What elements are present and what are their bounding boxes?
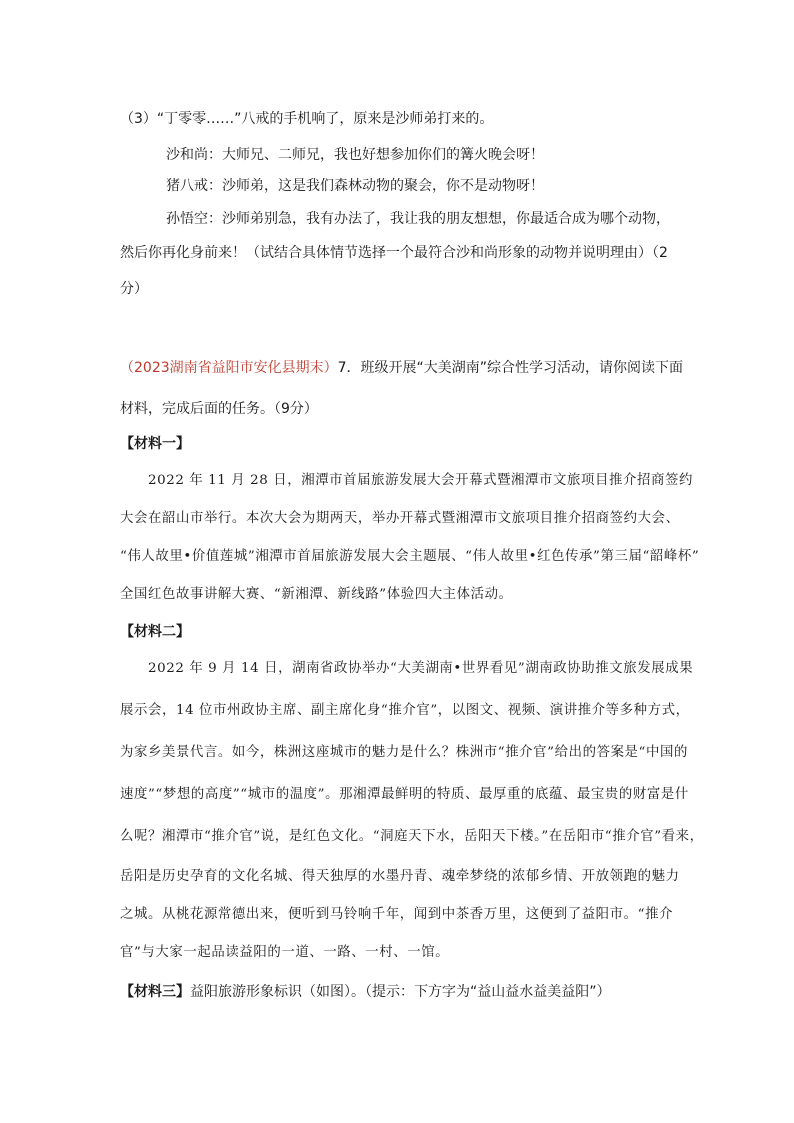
material3-line: [120, 982, 611, 1002]
material1-line: 2022 年 11 月 28 日，湘潭市首届旅游发展大会开幕式暨湘潭市文旅项目推介招商签约: [148, 473, 693, 488]
q7-stem-line-1: [120, 358, 683, 378]
material2-line: 展示会，14 位市州政协主席、副主席化身“推介官”，以图文、视频、演讲推介等多种方式，: [120, 703, 690, 718]
material1-line: “伟人故里•价值莲城”湘潭市首届旅游发展大会主题展、“伟人故里•红色传承”第三届“韶峰杯”: [120, 549, 700, 564]
material1-line: 全国红色故事讲解大赛、“新湘潭、新线路”体验四大主体活动。: [120, 587, 513, 602]
q3-intro: （3）“丁零零……”八戒的手机响了，原来是沙师弟打来的。: [120, 111, 494, 127]
q7-stem-line-2: 材料，完成后面的任务。（9分）: [120, 401, 318, 417]
q3-line-sun-a: 孙悟空：沙师弟别急，我有办法了，我让我的朋友想想，你最适合成为哪个动物，: [166, 211, 670, 227]
q3-line-sun-c: 分）: [120, 281, 148, 297]
material2-line: 官”与大家一起品读益阳的一道、一路、一村、一馆。: [120, 945, 450, 960]
material2-line: 速度”“梦想的高度”“城市的温度”。那湘潭最鲜明的特质、最厚重的底蕴、最宝贵的财富是什: [120, 787, 689, 802]
material2-line: 之城。从桃花源常德出来，便听到马铃响千年，闻到中茶香万里，这便到了益阳市。“推介: [120, 907, 674, 922]
material2-line: 为家乡美景代言。如今，株洲这座城市的魅力是什么？株洲市“推介官”给出的答案是“中国的: [120, 745, 688, 760]
material1-heading: 【材料一】: [120, 436, 190, 452]
material2-heading: 【材料二】: [120, 624, 190, 640]
material3-text: 益阳旅游形象标识（如图）。（提示：下方字为“益山益水益美益阳”）: [190, 984, 611, 1000]
material2-line: 么呢？湘潭市“推介官”说，是红色文化。“洞庭天下水，岳阳天下楼。”在岳阳市“推介官”看来，: [120, 829, 704, 844]
q3-line-sha: 沙和尚：大师兄、二师兄，我也好想参加你们的篝火晚会呀！: [166, 147, 544, 163]
q7-stem-a: 7．班级开展“大美湖南”综合性学习活动，请你阅读下面: [337, 360, 684, 376]
q3-line-zhu: 猪八戒：沙师弟，这是我们森林动物的聚会，你不是动物呀！: [166, 178, 544, 194]
material2-line: 岳阳是历史孕育的文化名城、得天独厚的水墨丹青、魂牵梦绕的浓郁乡情、开放领跑的魅力: [120, 869, 680, 884]
material1-line: 大会在韶山市举行。本次大会为期两天，举办开幕式暨湘潭市文旅项目推介招商签约大会、: [120, 511, 680, 526]
q3-line-sun-b: 然后你再化身前来！（试结合具体情节选择一个最符合沙和尚形象的动物并说明理由）（2: [120, 245, 668, 261]
q7-source: （2023湖南省益阳市安化县期末）: [120, 360, 338, 376]
material2-line: 2022 年 9 月 14 日，湖南省政协举办“大美湖南•世界看见”湖南政协助推文旅发展成果: [148, 661, 694, 676]
material3-heading: 【材料三】: [120, 984, 190, 1000]
